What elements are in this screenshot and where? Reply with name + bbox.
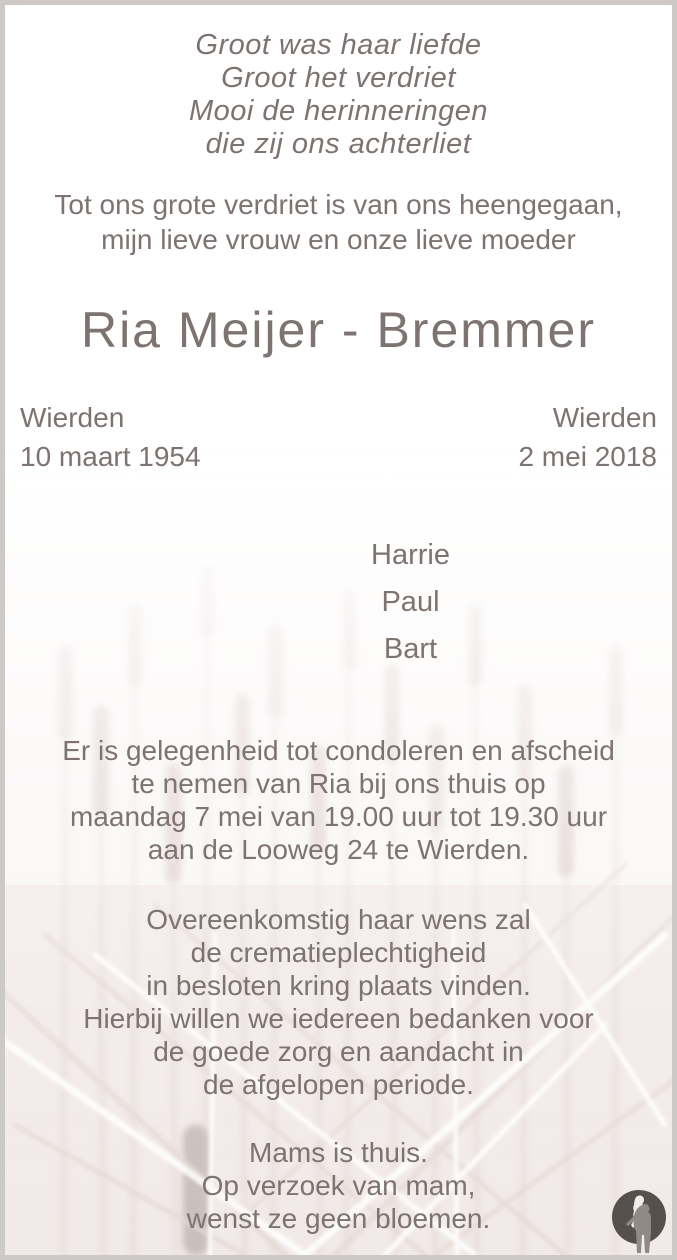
cremation-line: de goede zorg en aandacht in (153, 1036, 524, 1067)
deceased-name: Ria Meijer - Bremmer (80, 302, 597, 358)
death-place: Wierden (552, 402, 657, 433)
poem-line: die zij ons achterliet (205, 128, 472, 160)
announcement-intro (5, 187, 672, 257)
poem-line: Groot het verdriet (221, 62, 456, 94)
cremation-line: in besloten kring plaats vinden. (146, 970, 531, 1001)
card-content (5, 29, 672, 1260)
cremation-line: de afgelopen periode. (203, 1069, 474, 1100)
birth-date: 10 maart 1954 (20, 441, 201, 472)
condolence-line: aan de Looweg 24 te Wierden. (147, 834, 530, 865)
closing-message (5, 1136, 672, 1235)
memorial-poem (5, 29, 672, 161)
condolence-line: Er is gelegenheid tot condoleren en afscheid (62, 735, 615, 766)
condolence-line: te nemen van Ria bij ons thuis op (131, 768, 546, 799)
closing-line: Mams is thuis. (249, 1137, 428, 1168)
cremation-line: de crematieplechtigheid (190, 937, 487, 968)
intro-line: Tot ons grote verdriet is van ons heengegaan, (54, 189, 623, 220)
family-member-name: Harrie (371, 539, 450, 571)
intro-line: mijn lieve vrouw en onze lieve moeder (101, 224, 576, 255)
closing-line: Op verzoek van mam, (201, 1170, 476, 1201)
condolence-details (5, 734, 672, 866)
cremation-line: Overeenkomstig haar wens zal (146, 904, 531, 935)
family-member-name: Paul (381, 586, 440, 618)
cremation-details (5, 903, 672, 1101)
death-date: 2 mei 2018 (518, 441, 657, 472)
poem-line: Groot was haar liefde (195, 29, 482, 61)
birth-place: Wierden (20, 402, 125, 433)
poem-line: Mooi de herinneringen (188, 95, 489, 127)
death-place-date (518, 398, 657, 476)
birth-death-dates (5, 398, 672, 476)
closing-line: wenst ze geen bloemen. (186, 1203, 491, 1234)
family-names (77, 532, 677, 673)
cremation-line: Hierbij willen we iedereen bedanken voor (83, 1003, 594, 1034)
embracing-figures-logo-icon (609, 1189, 669, 1253)
birth-place-date (20, 398, 201, 476)
condolence-line: maandag 7 mei van 19.00 uur tot 19.30 uur (69, 801, 608, 832)
family-member-name: Bart (383, 633, 438, 665)
